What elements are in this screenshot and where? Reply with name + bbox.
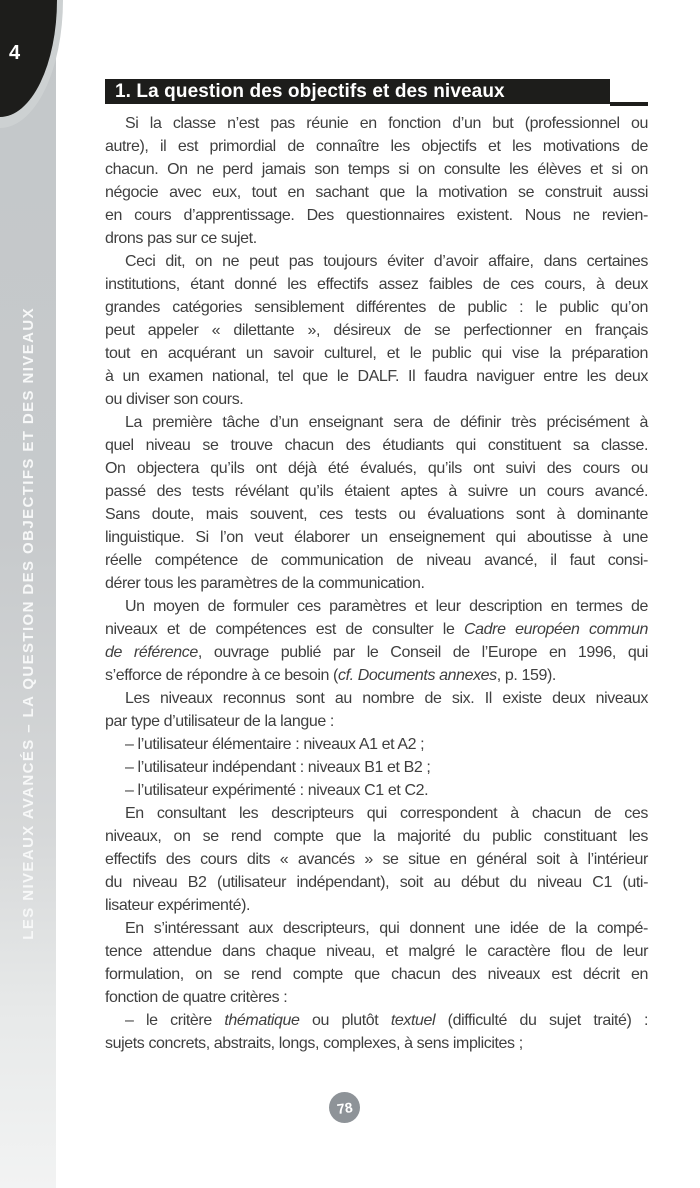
text-line: s’efforce de répondre à ce besoin (cf. Documents annexes, p. 159). [105,667,556,684]
text-line: Les niveaux reconnus sont au nombre de six. Il existe deux niveaux [125,690,648,707]
text-line: sujets concrets, abstraits, longs, complexes, à sens implicites ; [105,1035,523,1052]
heading-underline [610,102,648,106]
text-line: passé des tests révélant qu’ils étaient aptes à suivre un cours avancé. [105,483,648,500]
text-line: linguistique. Si l’on veut élaborer un enseignement qui aboutisse à une [105,529,648,546]
text-line: On objectera qu’ils ont déjà été évalués, qu’ils ont suivi des cours ou [105,460,648,477]
text-line: – l’utilisateur indépendant : niveaux B1 et B2 ; [125,759,431,776]
text-line: Ceci dit, on ne peut pas toujours éviter d’avoir affaire, dans certaines [125,253,648,270]
text-line: Sans doute, mais souvent, ces tests ou évaluations sont à dominante [105,506,648,523]
text-line: Un moyen de formuler ces paramètres et leur description en termes de [125,598,648,615]
text-line: fonction de quatre critères : [105,989,288,1006]
text-line: en cours d’apprentissage. Des questionnaires existent. Nous ne revien- [105,207,648,224]
text-line: niveaux, on se rend compte que la majorité du public constituant les [105,828,648,845]
text-line: Si la classe n’est pas réunie en fonction d’un but (professionnel ou [125,115,648,132]
text-line: institutions, étant donné les effectifs assez faibles de ces cours, à deux [105,276,648,293]
text-line: par type d’utilisateur de la langue : [105,713,334,730]
footer-page-badge [329,1092,360,1123]
text-line: tence attendue dans chaque niveau, et malgré le caractère flou de leur [105,943,648,960]
text-line: lisateur expérimenté). [105,897,251,914]
text-line: peut appeler « dilettante », désireux de se perfectionner en français [105,322,648,339]
text-line: du niveau B2 (utilisateur indépendant), soit au début du niveau C1 (uti- [105,874,648,891]
text-line: – l’utilisateur élémentaire : niveaux A1 et A2 ; [125,736,425,753]
text-line: – l’utilisateur expérimenté : niveaux C1 et C2. [125,782,429,799]
section-heading-bar [105,79,610,104]
text-line: quel niveau se trouve chacun des étudiants qui constituent sa classe. [105,437,648,454]
text-line: En s’intéressant aux descripteurs, qui donnent une idée de la compé- [125,920,648,937]
section-heading-title: 1. La question des objectifs et des niveaux [115,81,505,102]
section-heading-row [105,79,648,106]
text-line: drons pas sur ce sujet. [105,230,257,247]
text-line: tout en acquérant un savoir culturel, et le public qui vise la préparation [105,345,648,362]
text-line: formulation, on se rend compte que chacun des niveaux est décrit en [105,966,648,983]
text-line: de référence, ouvrage publié par le Conseil de l’Europe en 1996, qui [105,644,648,661]
text-line: La première tâche d’un enseignant sera de définir très précisément à [125,414,648,431]
text-line: autre), il est primordial de connaître les objectifs et les motivations de [105,138,648,155]
margin-page-number: 4 [9,42,21,64]
text-line: dérer tous les paramètres de la communication. [105,575,425,592]
body-text [105,112,648,1055]
text-line: effectifs des cours dits « avancés » se situe en général soit à l’intérieur [105,851,648,868]
text-line: réelle compétence de communication de niveau avancé, il faut consi- [105,552,648,569]
sidebar-vertical-label: LES NIVEAUX AVANCÉS – LA QUESTION DES OBJECTIFS ET DES NIVEAUX [19,307,37,940]
text-line: chacun. On ne perd jamais son temps si on consulte les élèves et si on [105,161,648,178]
text-line: niveaux et de compétences est de consulter le Cadre européen commun [105,621,648,638]
sidebar-label-box [0,182,56,940]
text-line: grandes catégories sensiblement différentes de public : le public qu’on [105,299,648,316]
text-line: à un examen national, tel que le DALF. Il faudra naviguer entre les deux [105,368,648,385]
text-line: En consultant les descripteurs qui correspondent à chacun de ces [125,805,648,822]
text-line: négocie avec eux, tout en sachant que la motivation se construit aussi [105,184,648,201]
footer-page-number: 78 [335,1098,354,1117]
text-line: ou diviser son cours. [105,391,244,408]
text-line: – le critère thématique ou plutôt textuel (difficulté du sujet traité) : [125,1012,648,1029]
